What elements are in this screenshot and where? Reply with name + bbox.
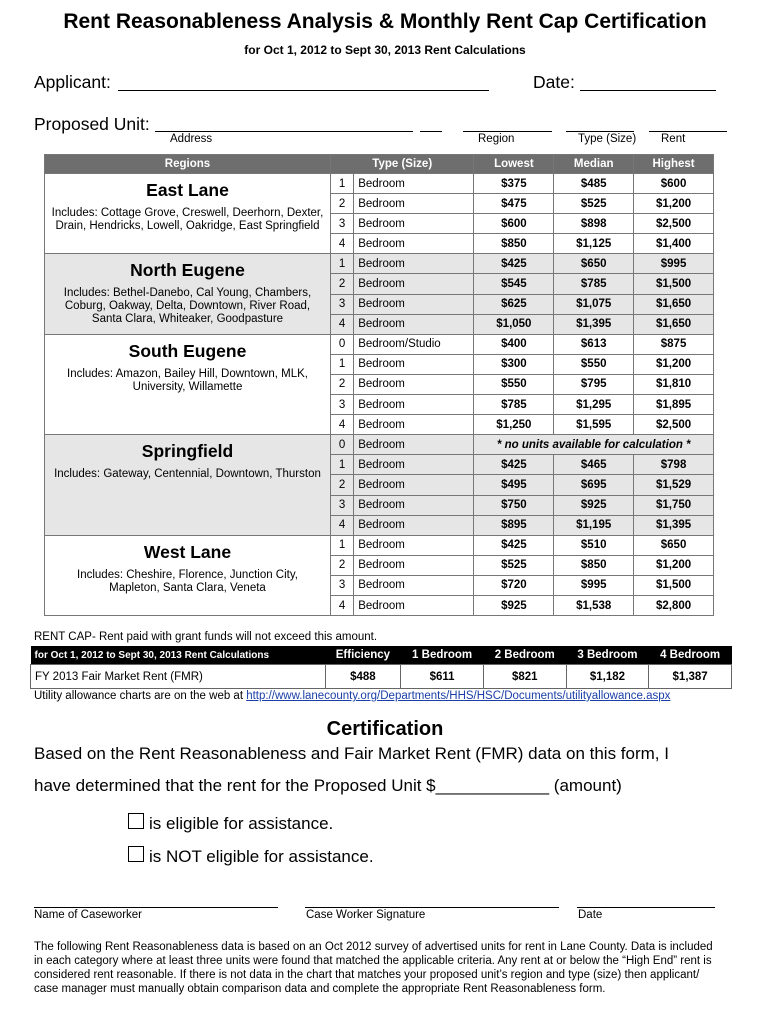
bedroom-count: 4 (330, 314, 353, 334)
header-regions: Regions (45, 155, 331, 174)
address-field[interactable] (155, 131, 413, 132)
rent-reasonableness-table (44, 154, 714, 616)
table-row (45, 435, 714, 455)
median-rent: $898 (554, 214, 634, 234)
unit-type: Bedroom (354, 395, 474, 415)
unit-type: Bedroom (354, 254, 474, 274)
highest-rent: $1,395 (634, 515, 714, 535)
caseworker-name-label: Name of Caseworker (34, 909, 143, 921)
fmr-one-bedroom: $611 (401, 665, 484, 689)
fmr-label: FY 2013 Fair Market Rent (FMR) (31, 665, 326, 689)
footer-note: The following Rent Reasonableness data is based on an Oct 2012 survey of advertised units for rent in Lane County. Data is included in each category where at least three units were found that matched the applicable criteria. Any rent at or below the “High End” rent is considered rent reasonable. If there is not data in the chart that matches your proposed unit’s region and type (size) then applicant/ case manager must manually obtain comparison data and complete the appropriate Rent Reasonableness form. (34, 941, 713, 995)
eligible-checkbox[interactable] (128, 813, 144, 829)
lowest-rent: $720 (474, 575, 554, 595)
median-rent: $850 (554, 555, 634, 575)
bedroom-count: 0 (330, 334, 353, 354)
bedroom-count: 3 (330, 294, 353, 314)
median-rent: $550 (554, 354, 634, 374)
highest-rent: $1,650 (634, 314, 714, 334)
lowest-rent: $750 (474, 495, 554, 515)
unit-type: Bedroom (354, 294, 474, 314)
median-rent: $995 (554, 575, 634, 595)
region-name: East Lane (146, 180, 229, 200)
address-caption: Address (170, 133, 213, 145)
region-cell (45, 535, 331, 615)
region-includes: Includes: Gateway, Centennial, Downtown, Thurston (54, 468, 321, 481)
bedroom-count: 3 (330, 495, 353, 515)
region-includes: Includes: Cheshire, Florence, Junction City, Mapleton, Santa Clara, Veneta (77, 568, 298, 594)
bedroom-count: 1 (330, 535, 353, 555)
highest-rent: $1,200 (634, 555, 714, 575)
table-row (45, 254, 714, 274)
unit-type: Bedroom (354, 314, 474, 334)
lowest-rent: $1,250 (474, 415, 554, 435)
lowest-rent: $375 (474, 174, 554, 194)
region-name: South Eugene (128, 340, 247, 361)
bedroom-count: 2 (330, 475, 353, 495)
lowest-rent: $400 (474, 334, 554, 354)
median-rent: $485 (554, 174, 634, 194)
median-rent: $1,075 (554, 294, 634, 314)
unit-type: Bedroom (354, 354, 474, 374)
lowest-rent: $545 (474, 274, 554, 294)
fmr-four-bedroom: $1,387 (649, 665, 732, 689)
two-bedroom-header: 2 Bedroom (483, 646, 566, 665)
header-highest: Highest (634, 155, 714, 174)
highest-rent: $2,800 (634, 595, 714, 615)
utility-link[interactable]: http://www.lanecounty.org/Departments/HHS/HSC/Documents/utilityallowance.aspx (246, 690, 671, 702)
date-label: Date: (533, 72, 575, 92)
rent-cap-table (30, 646, 732, 689)
not-eligible-checkbox[interactable] (128, 846, 144, 862)
median-rent: $1,538 (554, 595, 634, 615)
highest-rent: $875 (634, 334, 714, 354)
bedroom-count: 1 (330, 174, 353, 194)
unit-type: Bedroom (354, 194, 474, 214)
three-bedroom-header: 3 Bedroom (566, 646, 649, 665)
highest-rent: $1,810 (634, 374, 714, 394)
certification-line-1: Based on the Rent Reasonableness and Fair Market Rent (FMR) data on this form, I (34, 744, 669, 763)
lowest-rent: $425 (474, 455, 554, 475)
region-cell (45, 174, 331, 254)
table-header-row (45, 155, 714, 174)
bedroom-count: 2 (330, 274, 353, 294)
region-includes: Includes: Cottage Grove, Creswell, Deerhorn, Dexter, Drain, Hendricks, Lowell, Oakridge, East Springfield (51, 207, 324, 232)
region-cell (45, 254, 331, 334)
median-rent: $695 (554, 475, 634, 495)
bedroom-count: 0 (330, 435, 353, 455)
lowest-rent: $550 (474, 374, 554, 394)
header-type: Type (Size) (330, 155, 473, 174)
bedroom-count: 2 (330, 374, 353, 394)
utility-text: Utility allowance charts are on the web at (34, 690, 247, 702)
median-rent: $613 (554, 334, 634, 354)
bedroom-count: 2 (330, 555, 353, 575)
certification-line-2: have determined that the rent for the Proposed Unit $____________ (amount) (34, 776, 622, 795)
page-subtitle: for Oct 1, 2012 to Sept 30, 2013 Rent Calculations (244, 43, 526, 57)
unit-type: Bedroom (354, 214, 474, 234)
bedroom-count: 1 (330, 354, 353, 374)
fmr-efficiency: $488 (325, 665, 401, 689)
four-bedroom-header: 4 Bedroom (649, 646, 732, 665)
rent-field[interactable] (649, 131, 727, 132)
lowest-rent: $425 (474, 254, 554, 274)
lowest-rent: $425 (474, 535, 554, 555)
bedroom-count: 3 (330, 214, 353, 234)
bedroom-count: 2 (330, 194, 353, 214)
unit-type: Bedroom (354, 575, 474, 595)
signature-date-field[interactable] (577, 907, 715, 908)
caseworker-signature-field[interactable] (305, 907, 559, 908)
region-name: North Eugene (130, 260, 245, 281)
highest-rent: $1,500 (634, 274, 714, 294)
region-includes: Includes: Amazon, Bailey Hill, Downtown, MLK, University, Willamette (67, 367, 308, 393)
fmr-three-bedroom: $1,182 (566, 665, 649, 689)
unit-type: Bedroom (354, 455, 474, 475)
highest-rent: $995 (634, 254, 714, 274)
eligible-label: is eligible for assistance. (149, 814, 334, 833)
unit-type: Bedroom (354, 174, 474, 194)
unit-type: Bedroom (354, 555, 474, 575)
caseworker-signature-label: Case Worker Signature (306, 909, 426, 921)
highest-rent: $650 (634, 535, 714, 555)
median-rent: $510 (554, 535, 634, 555)
rent-caption: Rent (661, 133, 686, 145)
median-rent: $795 (554, 374, 634, 394)
lowest-rent: $475 (474, 194, 554, 214)
median-rent: $1,125 (554, 234, 634, 254)
highest-rent: $1,200 (634, 194, 714, 214)
median-rent: $1,395 (554, 314, 634, 334)
header-lowest: Lowest (474, 155, 554, 174)
type-field[interactable] (566, 131, 634, 132)
highest-rent: $1,650 (634, 294, 714, 314)
bedroom-count: 4 (330, 415, 353, 435)
region-cell (45, 334, 331, 434)
bedroom-count: 1 (330, 254, 353, 274)
lowest-rent: $785 (474, 395, 554, 415)
no-data-note: * no units available for calculation * (474, 435, 714, 455)
median-rent: $1,295 (554, 395, 634, 415)
highest-rent: $1,529 (634, 475, 714, 495)
table-row (45, 334, 714, 354)
highest-rent: $2,500 (634, 415, 714, 435)
bedroom-count: 4 (330, 515, 353, 535)
lowest-rent: $850 (474, 234, 554, 254)
lowest-rent: $625 (474, 294, 554, 314)
fmr-two-bedroom: $821 (483, 665, 566, 689)
signature-date-label: Date (578, 909, 603, 921)
highest-rent: $600 (634, 174, 714, 194)
lowest-rent: $1,050 (474, 314, 554, 334)
region-field[interactable] (463, 131, 552, 132)
rent-cap-period-header: for Oct 1, 2012 to Sept 30, 2013 Rent Calculations (31, 646, 326, 665)
applicant-field[interactable] (118, 90, 489, 91)
table-row (45, 174, 714, 194)
region-caption: Region (478, 133, 515, 145)
highest-rent: $1,200 (634, 354, 714, 374)
median-rent: $465 (554, 455, 634, 475)
unit-type: Bedroom (354, 515, 474, 535)
highest-rent: $1,750 (634, 495, 714, 515)
date-field[interactable] (580, 90, 716, 91)
page-title: Rent Reasonableness Analysis & Monthly Rent Cap Certification (63, 10, 707, 33)
unit-type: Bedroom (354, 595, 474, 615)
unit-type: Bedroom (354, 374, 474, 394)
median-rent: $1,595 (554, 415, 634, 435)
bedroom-count: 4 (330, 234, 353, 254)
type-caption: Type (Size) (578, 133, 637, 145)
unit-type: Bedroom (354, 274, 474, 294)
median-rent: $785 (554, 274, 634, 294)
address-field-extension (420, 131, 442, 132)
lowest-rent: $525 (474, 555, 554, 575)
efficiency-header: Efficiency (325, 646, 401, 665)
applicant-label: Applicant: (34, 72, 111, 92)
region-name: West Lane (143, 541, 232, 562)
median-rent: $525 (554, 194, 634, 214)
lowest-rent: $895 (474, 515, 554, 535)
certification-title: Certification (326, 718, 444, 740)
one-bedroom-header: 1 Bedroom (401, 646, 484, 665)
median-rent: $1,195 (554, 515, 634, 535)
bedroom-count: 4 (330, 595, 353, 615)
unit-type: Bedroom (354, 415, 474, 435)
unit-type: Bedroom (354, 475, 474, 495)
table-row (45, 535, 714, 555)
unit-type: Bedroom (354, 435, 474, 455)
region-cell (45, 435, 331, 535)
caseworker-name-field[interactable] (34, 907, 278, 908)
highest-rent: $798 (634, 455, 714, 475)
median-rent: $925 (554, 495, 634, 515)
bedroom-count: 3 (330, 395, 353, 415)
utility-note (34, 690, 670, 702)
highest-rent: $1,500 (634, 575, 714, 595)
rent-cap-header-row (31, 646, 732, 665)
median-rent: $650 (554, 254, 634, 274)
lowest-rent: $495 (474, 475, 554, 495)
bedroom-count: 1 (330, 455, 353, 475)
header-median: Median (554, 155, 634, 174)
highest-rent: $1,895 (634, 395, 714, 415)
bedroom-count: 3 (330, 575, 353, 595)
rent-cap-note: RENT CAP- Rent paid with grant funds will not exceed this amount. (34, 631, 378, 643)
unit-type: Bedroom/Studio (354, 334, 474, 354)
unit-type: Bedroom (354, 495, 474, 515)
not-eligible-label: is NOT eligible for assistance. (149, 847, 374, 866)
highest-rent: $2,500 (634, 214, 714, 234)
lowest-rent: $300 (474, 354, 554, 374)
lowest-rent: $925 (474, 595, 554, 615)
unit-type: Bedroom (354, 535, 474, 555)
fmr-row (31, 665, 732, 689)
lowest-rent: $600 (474, 214, 554, 234)
region-name: Springfield (141, 441, 234, 462)
highest-rent: $1,400 (634, 234, 714, 254)
region-includes: Includes: Bethel-Danebo, Cal Young, Chambers, Coburg, Oakway, Delta, Downtown, River Road, Santa Clara, Whiteaker, Goodpasture (63, 287, 312, 326)
unit-type: Bedroom (354, 234, 474, 254)
proposed-unit-label: Proposed Unit: (34, 114, 150, 134)
